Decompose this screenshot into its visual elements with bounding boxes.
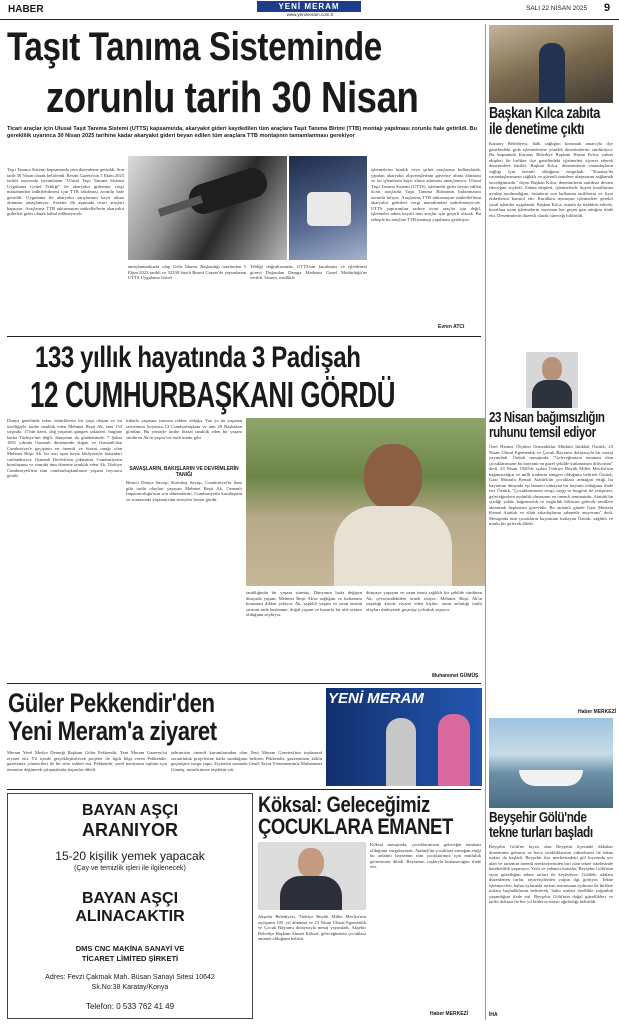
feature-byline: Muhammet GÜMÜŞ xyxy=(432,673,479,679)
koksal-byline: Haber MERKEZİ xyxy=(430,1011,469,1017)
lake-boat-photo xyxy=(489,718,613,808)
elder-shirt xyxy=(334,506,452,586)
ozturk-suit xyxy=(532,380,572,408)
page-header xyxy=(0,0,619,20)
sidebar-divider xyxy=(485,24,486,1020)
elder-head xyxy=(364,444,422,510)
lead-deck: Ticari araçlar için Ulusal Taşıt Tanıma Sistemi (UTTS) kapsamında, akaryakıt gideri kaydedilen tüm araçlara Taşıt Tanıma Birimi (TTB) montajı yapılması zorunlu hale getirildi. Bu gereklilik uyarınca 30 Nisan 2025 tarihine kadar akaryakıt gideri beyan edilen tüm araçlara TTB montajının tamamlanması gerekiyor xyxy=(7,126,477,140)
ad-address-2: Sk.No:38 Karatay/Konya xyxy=(91,984,169,991)
masthead-site: www.yenimeram.com.tr xyxy=(286,12,334,17)
ad-line-1: 15-20 kişilik yemek yapacak xyxy=(55,849,205,863)
mayor-suit xyxy=(280,876,342,910)
ad-title-4: ALINACAKTIR xyxy=(75,908,185,925)
feature-col-4: dünyaya yaşayan ve uzun ömrü sağlıklı bir şekilde sürdüren Ak, çevresindekilere örnek oluyor. Mehmet Reşit Ak'ın yaşadığı köyde ziyaret eden kişiler, onun anlattığı tarihi olayları dinleyerek geçmişe yolculuk yapıyor. xyxy=(366,590,482,612)
divider xyxy=(7,336,481,337)
s3-headline-2: tekne turları başladı xyxy=(489,825,593,841)
guler-headline-2: Yeni Meram'a ziyaret xyxy=(8,716,217,746)
ad-address-1: Adres: Fevzi Çakmak Mah. Büsan Sanayi Sitesi 10642 xyxy=(45,974,215,981)
s1-headline-2: ile denetime çıktı xyxy=(489,121,585,138)
guler-col-2: şehrimizin önemli kurumlarından olan Yeni Meram Gazetesi'nin toplumsal sorumluluk projelerine katkı sunduğunu belirten Pekkendir, gazetemizin köklü geçmişine vurgu yaptı. Ziyaretin sonunda Genel Yayın Yönetmenimiz Muhammet Gümüş, misafirimize teşekkür etti. xyxy=(171,750,322,772)
s3-headline-1: Beyşehir Gölü'nde xyxy=(489,810,587,826)
guler-col-1: Meram Yerel Medya Derneği Başkanı Güler Pekkendir, Yeni Meram Gazetesi'ni ziyaret etti. Yıl içinde gerçekleştirilecek projeler ile ilgili bilgi veren Pekkendir, gazetemiz yöneticileri ile bir süre sohbet etti. Pekkendir, yerel medyanın toplum için önemine değinerek çalışmalarda başarılar diledi. xyxy=(7,750,167,772)
feature-col-2: itibarla yaşamın yazısını rehber olduğu. Yaz ya da yaşanan serüvenini boyunca 12 Cumhurbaşkanı ve tam 29 Başbakan gördüm. Bu yönüyle tarihe bizzat tanıklık eden bir yaşam sürdüren Ak'ın yaşını bir tarih kitabı gibi. xyxy=(126,418,242,440)
fuel-nozzle-shape xyxy=(185,164,270,217)
s1-headline-1: Başkan Kılca zabıta xyxy=(489,105,600,122)
lead-headline-1: Taşıt Tanıma Sisteminde xyxy=(7,25,382,69)
feature-col-3: tanıklığında bir yaşam sürmüş. Dünyanın hızla değişen dünyada yaşam, Mehmet Reşit Ak'ın sağlığını ve hafızasını koruması dikkat çekiyor. Ak, sağlıklı yaşam ve uzun ömrün sırrının sade beslenme, doğal yaşam ve huzurlu bir aile ortamı olduğunu söylüyor. xyxy=(246,590,362,617)
s3-byline: İHA xyxy=(489,1012,498,1018)
lead-byline: Evren ATCI xyxy=(438,324,465,330)
divider xyxy=(7,683,481,684)
visit-person-right xyxy=(438,714,470,786)
ozturk-head xyxy=(542,357,562,381)
feature-subhead: SAVAŞLARIN, BAKIŞLARIN VE DEVRİMLERİN TANIĞI xyxy=(129,466,239,478)
feature-col-2b: Birinci Dünya Savaşı, Kurtuluş Savaşı, Cumhuriyet'in ilanı gibi tarihi olayları yaşayan Mehmet Reşit Ak, Osmanlı İmparatorluğu'nun son dönemlerini, Cumhuriyetin kuruluşunu ve sonrasında yaşanan tüm süreçleri bizzat gördü. xyxy=(126,480,242,502)
divider xyxy=(7,789,481,790)
lead-col-3: Tebliği doğrultusunda, UTTS'nin kurulması ve işletilmesi görevi Doğrudan Damga Matbaası Genel Müdürlüğü'ne verildi. Sistem, özellikle xyxy=(250,264,367,280)
feature-col-1: Dünya genelinde rekor ömürlülerin bir yaşa ulaşan ve bu özelliğiyle tarihe tanıklık eden Mehmet Reşit Ak, tam 133 yaşında. 17'nin üzeri, dağ yaşayan güngen sakinleri, bugüne kadar Türkiye'nin değil, dünyanın da gündeminde. 7 Şubat 1891 yılında Osmanlı döneminde doğan ve Osmanlı'dan Cumhuriyet'e geçişinin en önemli ve bizzat tanığı olan Mehmet Reşit Ak, bir asrı aşan hayat hikâyesiyle hafızaları canlandırıyor. Osmanlı Devleti'nin çöküşünü, Cumhuriyetin kuruluşunu ve sonraki tüm döneme tanıklık eden Ak, Türkiye Cumhuriyeti'nin tüm cumhurbaşkanlarını yaşamı boyunca gördü. xyxy=(7,418,122,478)
ttb-device-photo xyxy=(289,156,367,260)
s2-headline-1: 23 Nisan bağımsızlığın xyxy=(489,410,605,426)
feature-headline-2: 12 CUMHURBAŞKANI GÖRDÜ xyxy=(30,374,396,415)
koksal-headline-1: Köksal: Geleceğimiz xyxy=(258,792,430,817)
visit-photo-logo: YENİ MERAM xyxy=(328,690,424,707)
lead-col-2: amaçlanmaktadır olup Gelir İdaresi Başkanlığı tarafından 5 Ekim 2023 tarihli ve 32330 Sayılı Resmi Gazete'de yayımlanan UTTS Uygulama Genel xyxy=(128,264,246,280)
koksal-headline-2: ÇOCUKLARA EMANET xyxy=(258,814,453,839)
feature-headline-1: 133 yıllık hayatında 3 Padişah xyxy=(35,341,361,374)
masthead-logo: YENİ MERAM xyxy=(257,1,361,12)
zabita-photo xyxy=(489,25,613,103)
ozturk-portrait-photo xyxy=(526,352,578,408)
s3-body: Beyşehir Gölü'ne kıyısı olan Beyşehir ilçesinde ilkbahar döneminin gelmesi ve hava sıcaklıklarının yükselmesi ile tekne turları da başladı. Beyşehir ilçe merkezindeki göl kıyısında yer alan ve turizmin önemli merkezlerinden biri olan tekne iskelesinde hareketlilik yaşanıyor. Yerli ve yabancı turistler, Beyşehir Gölü'nün eşsiz güzelliğini tekne turları ile keşfediyor. Göldeki adalara düzenlenen turlar, ziyaretçilerden yoğun ilgi görüyor. Tekne işletmecileri, bahar aylarında turizm sezonunun açılması ile birlikte turlara başladıklarını belirterek, hafta sonları özellikle yoğunluk yaşandığını ifade etti. Beyşehir Gölü'nün doğal güzellikleri ve tarihi dokusu ile her yıl binlerce turisti ağırladığı belirtildi. xyxy=(489,844,613,904)
issue-date: SALI 22 NİSAN 2025 xyxy=(526,5,588,12)
ad-line-2: (Çay ve temizlik işleri ile ilgilenecek) xyxy=(74,865,186,872)
s1-body: Karatay Belediyesi, halk sağlığını korumak amacıyla ilçe genelindeki gıda işletmelerine yönelik denetimlerini sürdürüyor. Bu kapsamda Karatay Belediye Başkanı Hasan Kılca, zabıta ekipleri ile birlikte ilçe genelindeki işletmeleri ziyaret ederek denetimlere katıldı. Başkan Kılca, denetimlerin vatandaşların sağlığı için önemli olduğunu vurguladı. "Karatay'da vatandaşlarımızın sağlıklı ve güvenli ürünlere ulaşmasını sağlamak önceliğimizdir" diyen Başkan Kılca, denetimlerin aralıksız devam edeceğini söyledi. Zabıta ekipleri, işletmelerde hijyen kurallarına uyulup uyulmadığını, ürünlerin son kullanma tarihlerini ve fiyat etiketlerini kontrol etti. Kurallara uymayan işletmelere gerekli yasal işlemler uygulandı. Başkan Kılca, esnafa da teşekkür ederek, kurallara uyan işletmelerin sayısının her geçen gün arttığını ifade etti. Denetimlerin düzenli olarak süreceği bildirildi. xyxy=(489,141,613,218)
lead-headline-2: zorunlu tarih 30 Nisan xyxy=(46,73,419,122)
ad-title-3: BAYAN AŞÇI xyxy=(81,890,179,907)
lead-col-1: Taşıt Tanıma Sistemi kapsamında yeni düzenleme getirildi. Son tarih 30 Nisan olarak belirlendi. Resmi Gazete'nin 5 Ekim 2023 tarihli sayısında yayımlanan "Ulusal Taşıt Tanıma Sistemi Uygulama Genel Tebliği" ile akaryakıt giderinin vergi matrahından indirilebilmesi için TTB takılması zorunlu hale getirildi. Uygulama ile akaryakıt satışlarının kayıt altına alınması amaçlanıyor. Sistemi ilk aşamada ticari araçları kapsıyor. Araçlarına TTB taktırmayan mükelleflerin akaryakıt giderleri gider olarak kabul edilmeyecek. xyxy=(7,167,124,216)
ad-phone: Telefon: 0 533 762 41 49 xyxy=(85,1002,175,1011)
mayor-portrait-photo xyxy=(258,842,366,910)
visit-person-left xyxy=(386,718,416,786)
s2-headline-2: ruhunu temsil ediyor xyxy=(489,425,596,441)
job-ad xyxy=(7,793,253,1019)
ad-title-1: BAYAN AŞÇI xyxy=(81,802,179,819)
zabita-person xyxy=(539,43,565,103)
koksal-col-1: Akşehir Belediyesi, Türkiye Büyük Millet Meclisi'nin açılışının 105. yıl dönümü ve 23 Nisan Ulusal Egemenlik ve Çocuk Bayramı dolayısıyla mesaj yayımladı. Akşehir Belediye Başkanı Ahmet Köksal, geleceğimizin çocuklara emanet olduğunu belirtti. xyxy=(258,914,366,941)
guler-headline-1: Güler Pekkendir'den xyxy=(8,688,215,718)
s2-body: Özel Hizmet Ölçülen Ormanlıklar Müdürü İntikhal Öztürk, 23 Nisan Ulusal Egemenlik ve Çocuk Bayramı dolayısıyla bir mesaj yayımladı. Öztürk mesajında, "Geleceğimizin teminatı olan çocuklarımızın bu bayramı en güzel şekilde kutlamasını diliyorum" dedi. 23 Nisan 1920'de açılan Türkiye Büyük Millet Meclisi'nin bağımsızlığın ve milli iradenin simgesi olduğunu belirten Öztürk, Gazi Mustafa Kemal Atatürk'ün çocuklara armağan ettiği bu bayramın dünyada eşi benzeri olmayan bir bayram olduğunu ifade etti. Öztürk, "Çocuklarımızın sevgi, saygı ve hoşgörü ile yetişmesi, geleceğimizin aydınlık olmasının en önemli teminatıdır. Atatürk'ün çizdiği yolda, bağımsızlık ve özgürlük bilincini gelecek nesillere aktarmak hepimizin görevidir. Bu anlamlı günde Gazi Mustafa Kemal Atatürk ve silah arkadaşlarını rahmetle anıyorum" dedi. Mesajında tüm çocukların bayramını kutlayan Öztürk, sağlıklı ve mutlu bir gelecek diledi. xyxy=(489,444,613,526)
lead-col-4: işletmelerin kimlik veya şirket araçlarına kullanılarak, yapılan akaryakıt alışverişlerinin güvence altına alınması ve bu işlemlerin kayıt altına alınması amaçlanıyor. Ulusal Taşıt Tanıma Sistemi (UTTS), işletmede gider beyan edilen ticari araçlarda Taşıt Tanıma Biriminin bulunmasını zorunlu kılıyor. Araçlarına TTB taktırmayan mükelleflerin akaryakıt giderleri vergi matrahından indirilemeyecek. UTTS yaptırımları sadece ticari araçlar için değil, işletmeler adına kayıtlı tüm araçlar için geçerli olacak. Bu sebeple bu araçlara TTB montajı yapılması gerekiyor. xyxy=(371,167,481,222)
mayor-head xyxy=(298,848,324,878)
s2-byline: Haber MERKEZİ xyxy=(578,709,617,715)
ad-title-2: ARANIYOR xyxy=(81,820,178,840)
fuel-photo xyxy=(128,156,287,260)
koksal-col-2: Köksal mesajında, çocuklarımızın geleceğin teminatı olduğunu vurgulayarak, Atatürk'ün çocuklara armağan ettiği bu anlamlı bayramın tüm çocuklarımız için mutluluk getirmesini diledi. Bayramın coşkuyla kutlanacağını ifade etti. xyxy=(370,842,481,869)
page-number: 9 xyxy=(604,2,611,14)
ad-company-1: DMS CNC MAKİNA SANAYİ VE xyxy=(75,944,185,953)
visit-photo xyxy=(326,688,482,786)
ad-company-2: TİCARET LİMİTED ŞİRKETİ xyxy=(81,954,179,963)
boat-shape xyxy=(519,770,583,786)
elder-portrait-photo xyxy=(246,418,486,586)
section-label: HABER xyxy=(8,4,44,15)
ttb-device-shape xyxy=(307,192,351,226)
